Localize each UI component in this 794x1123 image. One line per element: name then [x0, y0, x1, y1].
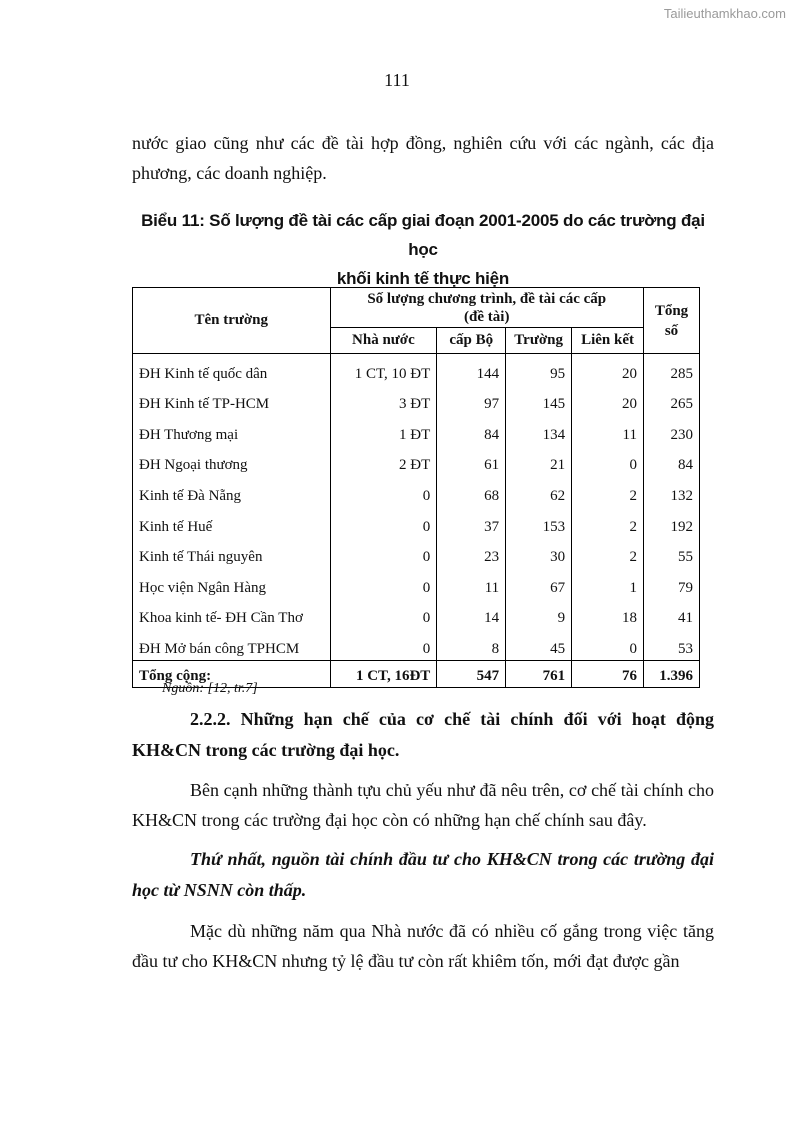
cell-university: 30 — [506, 538, 572, 569]
cell-joint: 2 — [572, 538, 644, 569]
cell-total: 53 — [644, 629, 700, 660]
cell-school: Khoa kinh tế- ĐH Cần Thơ — [133, 599, 331, 630]
table-row — [133, 507, 700, 538]
source-note: Nguồn: [12, tr.7] — [162, 681, 258, 696]
cell-state: 0 — [330, 538, 437, 569]
caption-line-2: khối kinh tế thực hiện — [336, 269, 510, 288]
cell-school: ĐH Thương mại — [133, 415, 331, 446]
header-group-line-1: Số lượng chương trình, đề tài các cấp — [367, 290, 607, 307]
table-caption — [132, 206, 714, 293]
cell-total: 55 — [644, 538, 700, 569]
table-row — [133, 354, 700, 385]
caption-line-1: Biểu 11: Số lượng đề tài các cấp giai đoạn 2001-2005 do các trường đại học — [141, 211, 705, 259]
subheader-joint: Liên kết — [572, 328, 644, 354]
section-heading: 2.2.2. Những hạn chế của cơ chế tài chính đối với hoạt động KH&CN trong các trường đại học. — [132, 709, 714, 760]
cell-university: 134 — [506, 415, 572, 446]
cell-school: Học viện Ngân Hàng — [133, 568, 331, 599]
subheader-ministry: cấp Bộ — [437, 328, 506, 354]
cell-state: 0 — [330, 476, 437, 507]
cell-state: 0 — [330, 507, 437, 538]
intro-paragraph: nước giao cũng như các đề tài hợp đồng, nghiên cứu với các ngành, các địa phương, các doanh nghiệp. — [132, 133, 714, 183]
cell-university: 95 — [506, 354, 572, 385]
header-school: Tên trường — [133, 288, 331, 354]
total-state: 1 CT, 16ĐT — [330, 660, 437, 687]
page-number: 111 — [384, 70, 410, 90]
total-university: 761 — [506, 660, 572, 687]
research-topics-table — [132, 287, 700, 688]
cell-joint: 18 — [572, 599, 644, 630]
table-row — [133, 415, 700, 446]
cell-school: ĐH Kinh tế quốc dân — [133, 354, 331, 385]
table-row — [133, 446, 700, 477]
cell-total: 192 — [644, 507, 700, 538]
cell-joint: 0 — [572, 446, 644, 477]
table-row — [133, 385, 700, 416]
cell-joint: 20 — [572, 385, 644, 416]
cell-total: 84 — [644, 446, 700, 477]
cell-state: 1 ĐT — [330, 415, 437, 446]
cell-school: ĐH Mở bán công TPHCM — [133, 629, 331, 660]
cell-school: Kinh tế Đà Nẵng — [133, 476, 331, 507]
cell-state: 0 — [330, 629, 437, 660]
cell-total: 79 — [644, 568, 700, 599]
cell-ministry: 8 — [437, 629, 506, 660]
table-row — [133, 476, 700, 507]
cell-university: 21 — [506, 446, 572, 477]
paragraph-2: Mặc dù những năm qua Nhà nước đã có nhiều cố gắng trong việc tăng đầu tư cho KH&CN nhưng tỷ lệ đầu tư còn rất khiêm tốn, mới đạt được gần — [132, 921, 714, 971]
cell-total: 230 — [644, 415, 700, 446]
cell-ministry: 97 — [437, 385, 506, 416]
cell-school: Kinh tế Huế — [133, 507, 331, 538]
cell-total: 41 — [644, 599, 700, 630]
watermark: Tailieuthamkhao.com — [663, 6, 786, 21]
cell-state: 0 — [330, 568, 437, 599]
cell-school: ĐH Kinh tế TP-HCM — [133, 385, 331, 416]
header-total-line-1: Tổng — [654, 302, 689, 319]
table-row — [133, 538, 700, 569]
cell-state: 1 CT, 10 ĐT — [330, 354, 437, 385]
subheader-university: Trường — [506, 328, 572, 354]
table-row — [133, 629, 700, 660]
cell-university: 9 — [506, 599, 572, 630]
cell-state: 3 ĐT — [330, 385, 437, 416]
header-group-line-2: (đề tài) — [464, 308, 510, 325]
cell-joint: 2 — [572, 507, 644, 538]
table-row — [133, 568, 700, 599]
total-joint: 76 — [572, 660, 644, 687]
cell-joint: 2 — [572, 476, 644, 507]
cell-school: Kinh tế Thái nguyên — [133, 538, 331, 569]
cell-total: 132 — [644, 476, 700, 507]
cell-ministry: 23 — [437, 538, 506, 569]
cell-total: 265 — [644, 385, 700, 416]
subheader-state: Nhà nước — [330, 328, 437, 354]
cell-university: 45 — [506, 629, 572, 660]
cell-university: 67 — [506, 568, 572, 599]
cell-university: 62 — [506, 476, 572, 507]
paragraph-1: Bên cạnh những thành tựu chủ yếu như đã nêu trên, cơ chế tài chính cho KH&CN trong các trường đại học còn có những hạn chế chính sau đây. — [132, 780, 714, 830]
cell-joint: 1 — [572, 568, 644, 599]
total-total: 1.396 — [644, 660, 700, 687]
header-total — [644, 288, 700, 354]
cell-joint: 20 — [572, 354, 644, 385]
header-total-line-2: số — [664, 322, 679, 339]
cell-ministry: 14 — [437, 599, 506, 630]
cell-total: 285 — [644, 354, 700, 385]
cell-ministry: 37 — [437, 507, 506, 538]
header-group — [330, 288, 644, 328]
total-label: Tổng cộng: — [133, 660, 331, 687]
cell-ministry: 61 — [437, 446, 506, 477]
cell-state: 2 ĐT — [330, 446, 437, 477]
cell-ministry: 68 — [437, 476, 506, 507]
cell-ministry: 84 — [437, 415, 506, 446]
table-row — [133, 599, 700, 630]
cell-university: 145 — [506, 385, 572, 416]
cell-joint: 0 — [572, 629, 644, 660]
cell-school: ĐH Ngoại thương — [133, 446, 331, 477]
cell-ministry: 144 — [437, 354, 506, 385]
cell-university: 153 — [506, 507, 572, 538]
total-ministry: 547 — [437, 660, 506, 687]
cell-state: 0 — [330, 599, 437, 630]
subheading: Thứ nhất, nguồn tài chính đầu tư cho KH&CN trong các trường đại học từ NSNN còn thấp. — [132, 849, 714, 900]
cell-ministry: 11 — [437, 568, 506, 599]
cell-joint: 11 — [572, 415, 644, 446]
